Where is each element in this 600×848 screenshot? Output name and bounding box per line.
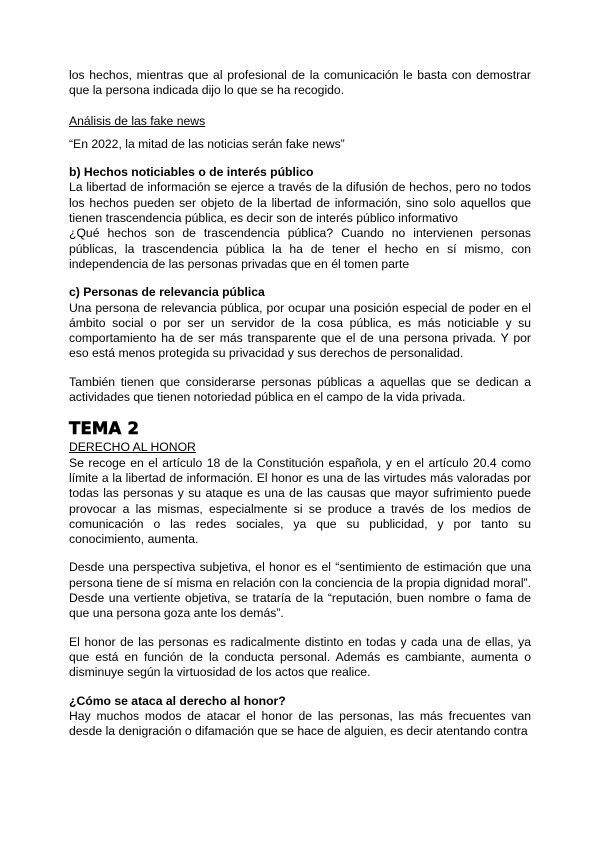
honor-heading: DERECHO AL HONOR (69, 440, 196, 455)
attack-paragraph-1: Hay muchos modos de atacar el honor de las personas, las más frecuentes van desde la denigración o difamación que se hace de alguien, es decir atentando contra (69, 708, 531, 739)
section-b-heading: b) Hechos noticiables o de interés público (69, 165, 314, 180)
paragraph-intro: los hechos, mientras que al profesional de la comunicación le basta con demostrar que la persona indicada dijo lo que se ha recogido. (69, 68, 531, 98)
document-page (69, 68, 531, 739)
fake-news-quote: “En 2022, la mitad de las noticias serán fake news” (69, 136, 345, 151)
fake-news-heading: Análisis de las fake news (69, 113, 206, 128)
honor-paragraph-1: Se recoge en el artículo 18 de la Constitución española, y en el artículo 20.4 como límite a la libertad de información. El honor es una de las virtudes más valoradas por todas las personas y su ataque es una de las causas que mayor sufrimiento puede provocar a las mismas, especialmente si se produce a través de los medios de comunicación o las redes sociales, ya que su publicidad, y por tanto su conocimiento, aumenta. (69, 455, 531, 547)
section-b-paragraph-1: La libertad de información se ejerce a través de la difusión de hechos, pero no todos los hechos pueden ser objeto de la libertad de información, sino solo aquellos que tienen trascendencia pública, es decir son de interés público informativo (69, 180, 531, 226)
section-c-paragraph-1: Una persona de relevancia pública, por ocupar una posición especial de poder en el ámbito social o por ser un servidor de la cosa pública, es más noticiable y su comportamiento ha de ser más transparente que el de una persona privada. Y por eso está menos protegida su privacidad y sus derechos de personalidad. (69, 300, 531, 361)
honor-paragraph-2: Desde una perspectiva subjetiva, el honor es el “sentimiento de estimación que una persona tiene de sí misma en relación con la conciencia de la propia dignidad moral”. Desde una vertiente objetiva, se trataría de la “reputación, buen nombre o fama de que una persona goza ante los demás”. (69, 560, 531, 621)
attack-heading: ¿Cómo se ataca al derecho al honor? (69, 693, 286, 708)
section-c-heading: c) Personas de relevancia pública (69, 285, 265, 300)
section-b-paragraph-2: ¿Qué hechos son de trascendencia pública? Cuando no intervienen personas públicas, la trascendencia pública la ha de tener el hecho en sí mismo, con independencia de las personas privadas que en él tomen parte (69, 226, 531, 271)
honor-paragraph-3: El honor de las personas es radicalmente distinto en todas y cada una de ellas, ya que está en función de la conducta personal. Además es cambiante, aumenta o disminuye según la virtuosidad de los actos que realice. (69, 634, 531, 680)
section-c-paragraph-2: También tienen que considerarse personas públicas a aquellas que se dedican a actividades que tienen notoriedad pública en el campo de la vida privada. (69, 374, 531, 405)
tema-title: TEMA 2 (69, 419, 140, 439)
